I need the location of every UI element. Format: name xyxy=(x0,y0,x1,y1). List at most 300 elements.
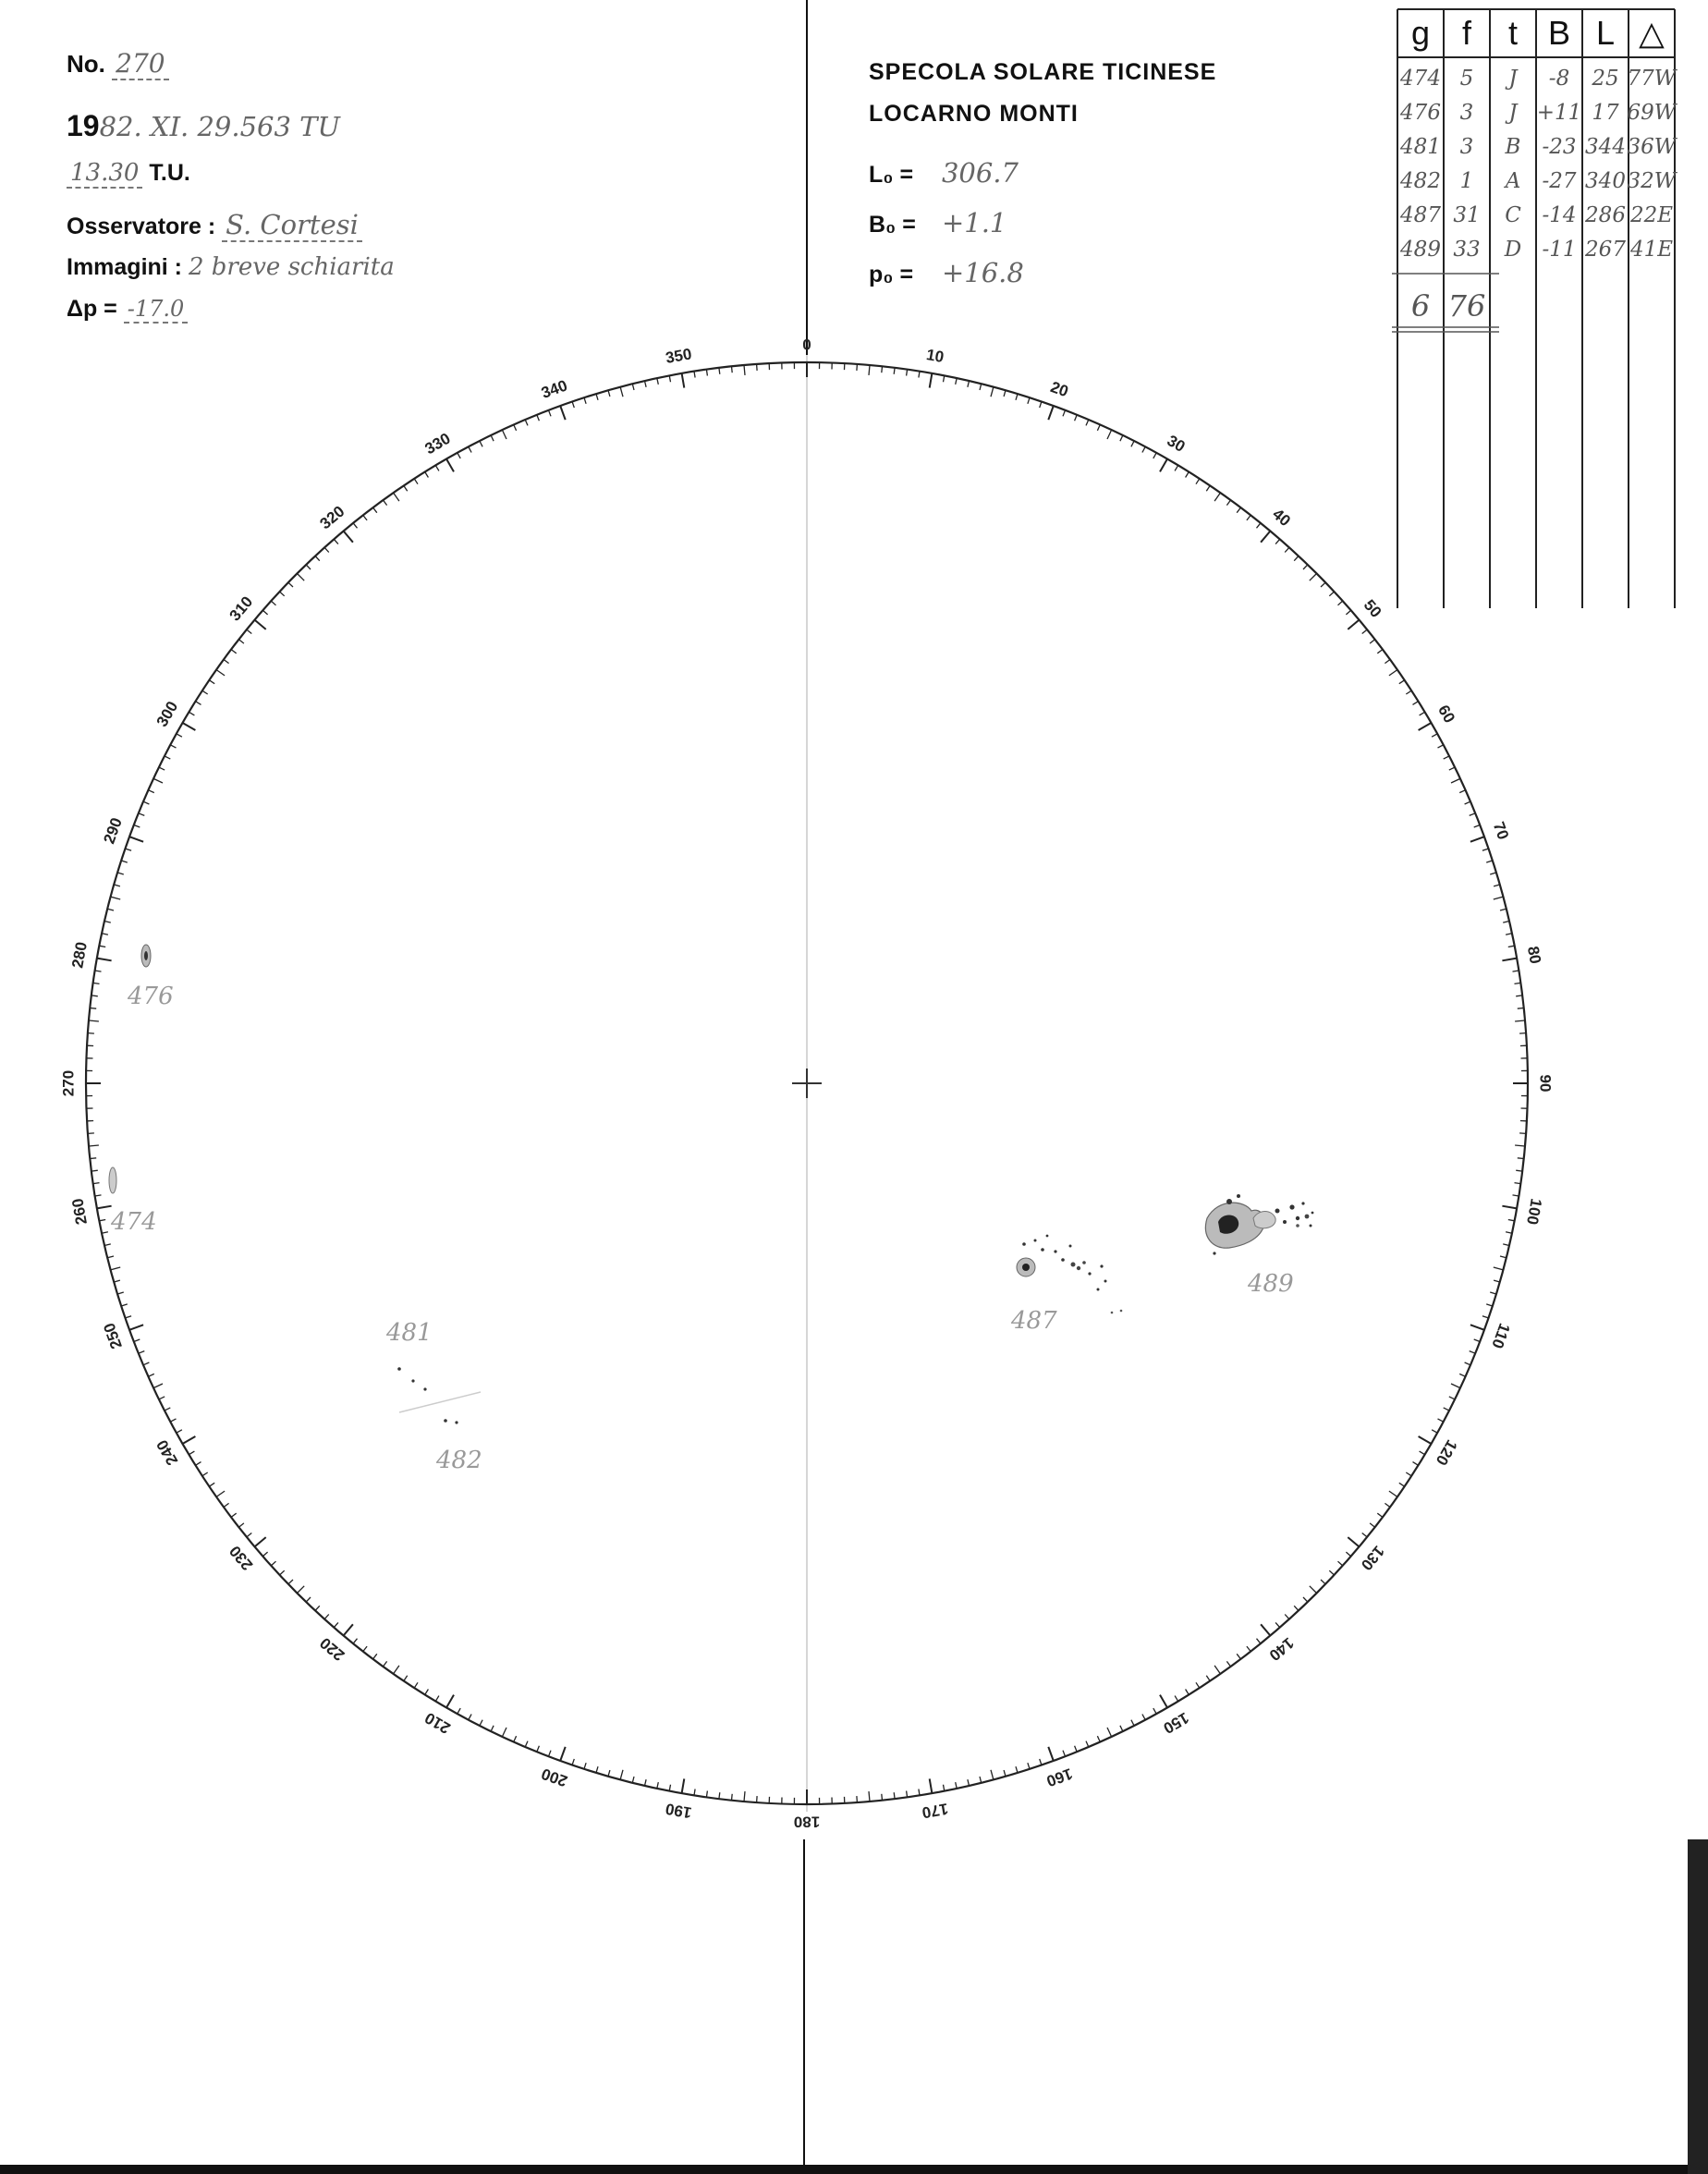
table-cell: B xyxy=(1505,135,1521,159)
degree-tick xyxy=(153,778,163,783)
degree-label-290: 290 xyxy=(100,815,126,847)
year-prefix: 19 xyxy=(67,109,100,142)
table-cell: 17 xyxy=(1592,101,1619,125)
degree-tick xyxy=(1518,1008,1524,1009)
sunspot-487-pore xyxy=(1041,1248,1044,1252)
degree-tick xyxy=(121,861,128,862)
degree-label-340: 340 xyxy=(539,376,570,402)
table-cell: 25 xyxy=(1592,67,1619,91)
degree-tick xyxy=(126,1316,132,1318)
institution-line2: LOCARNO MONTI xyxy=(869,101,1079,127)
degree-tick xyxy=(608,390,610,397)
degree-tick xyxy=(645,1779,647,1786)
degree-tick xyxy=(1120,435,1123,441)
degree-tick xyxy=(435,465,439,470)
sunspot-481-pore xyxy=(411,1379,414,1382)
degree-tick xyxy=(334,539,338,544)
observer-label: Osservatore : xyxy=(67,214,216,239)
degree-tick xyxy=(353,523,357,529)
degree-tick xyxy=(1494,897,1504,899)
degree-tick xyxy=(93,1183,100,1184)
degree-tick xyxy=(183,1436,196,1444)
degree-tick xyxy=(1465,801,1470,804)
degree-tick xyxy=(97,1206,112,1209)
sunspot-487-pore xyxy=(1071,1263,1076,1267)
degree-tick xyxy=(255,620,266,629)
degree-tick xyxy=(894,368,895,374)
degree-tick xyxy=(1413,702,1419,705)
sunspot-482-pore xyxy=(455,1421,458,1423)
group-label-476: 476 xyxy=(128,983,174,1010)
degree-tick xyxy=(1142,1715,1145,1720)
degree-tick xyxy=(1470,1325,1484,1330)
table-header-1: f xyxy=(1461,14,1472,52)
degree-tick xyxy=(1226,500,1230,506)
degree-tick xyxy=(143,1362,149,1365)
degree-tick xyxy=(148,1374,153,1376)
sunspot-487-pore xyxy=(1054,1250,1056,1252)
degree-tick xyxy=(1040,1759,1042,1765)
degree-tick xyxy=(596,1766,598,1773)
table-cell: 481 xyxy=(1400,135,1441,159)
sunspot-489-pore xyxy=(1275,1209,1280,1214)
degree-label-90: 90 xyxy=(1536,1074,1555,1093)
degree-tick xyxy=(1175,1696,1178,1702)
degree-tick xyxy=(114,885,120,886)
degree-tick xyxy=(183,723,196,730)
degree-tick xyxy=(694,1789,695,1796)
degree-tick xyxy=(657,378,659,385)
degree-tick xyxy=(238,640,244,643)
sunspot-487-pore xyxy=(1111,1312,1114,1314)
degree-tick xyxy=(1506,1232,1512,1234)
degree-tick xyxy=(1131,441,1134,446)
degree-tick xyxy=(373,1654,377,1659)
degree-tick xyxy=(1519,1033,1526,1034)
degree-label-110: 110 xyxy=(1488,1321,1514,1351)
degree-tick xyxy=(480,1720,482,1726)
degree-tick xyxy=(363,1646,367,1652)
sunspot-group-489 xyxy=(1205,1194,1313,1298)
sunspot-487-pore xyxy=(1077,1266,1080,1270)
degree-tick xyxy=(757,364,758,371)
table-cell: 286 xyxy=(1585,203,1626,227)
degree-tick xyxy=(682,1778,685,1793)
degree-tick xyxy=(1470,837,1484,842)
table-cell: -23 xyxy=(1542,135,1577,159)
degree-tick xyxy=(224,1503,229,1507)
time-hand: 13.30 xyxy=(67,159,142,189)
degree-tick xyxy=(99,946,105,947)
degree-tick xyxy=(315,556,320,561)
table-cell: 41E xyxy=(1629,238,1674,262)
degree-tick xyxy=(1420,712,1425,715)
degree-tick xyxy=(744,1791,745,1801)
sunspot-489-pore xyxy=(1301,1202,1304,1204)
degree-tick xyxy=(280,592,285,596)
degree-tick xyxy=(373,507,377,513)
table-cell: 3 xyxy=(1459,135,1474,159)
degree-tick xyxy=(1153,1708,1156,1714)
degree-label-30: 30 xyxy=(1164,432,1189,456)
degree-label-20: 20 xyxy=(1048,377,1071,401)
degree-tick xyxy=(1494,1280,1500,1282)
degree-tick xyxy=(1500,1256,1507,1258)
degree-tick xyxy=(1338,1561,1343,1566)
degree-tick xyxy=(1247,515,1250,520)
degree-tick xyxy=(353,1639,357,1644)
degree-tick xyxy=(1206,485,1210,491)
sunspot-group-482 xyxy=(435,1419,482,1474)
ephemeris-b0-label: B₀ = xyxy=(869,212,916,238)
observer-value: S. Cortesi xyxy=(222,209,362,242)
degree-tick xyxy=(514,1736,517,1741)
degree-tick xyxy=(480,441,482,446)
degree-tick xyxy=(1247,1646,1250,1652)
degree-tick xyxy=(1075,415,1078,421)
degree-tick xyxy=(238,1523,244,1527)
degree-tick xyxy=(1346,610,1350,615)
table-total-0: 6 xyxy=(1410,288,1431,324)
sunspot-group-481 xyxy=(385,1319,481,1412)
degree-tick xyxy=(134,1339,140,1342)
degree-tick xyxy=(1377,1513,1383,1517)
degree-tick xyxy=(1506,934,1512,935)
group-table xyxy=(1392,9,1678,608)
ephemeris-l0-value: 306.7 xyxy=(941,157,1019,189)
table-cell: 77W xyxy=(1627,67,1677,91)
degree-tick xyxy=(1516,1170,1522,1171)
degree-tick xyxy=(97,959,112,961)
degree-tick xyxy=(719,368,720,374)
degree-tick xyxy=(111,1267,121,1270)
degree-tick xyxy=(288,582,293,587)
degree-tick xyxy=(968,1779,970,1786)
record-number-label: No. xyxy=(67,50,105,78)
degree-tick xyxy=(126,849,132,850)
degree-tick xyxy=(1470,813,1476,816)
degree-tick xyxy=(107,909,114,910)
degree-tick xyxy=(1075,1746,1078,1753)
degree-tick xyxy=(1474,1339,1481,1342)
degree-tick xyxy=(944,1785,945,1791)
degree-tick xyxy=(1518,1158,1524,1159)
table-cell: 474 xyxy=(1400,67,1441,91)
degree-tick xyxy=(1226,1661,1230,1667)
degree-tick xyxy=(306,1597,311,1602)
degree-tick xyxy=(344,1624,353,1635)
degree-tick xyxy=(706,1791,707,1798)
degree-tick xyxy=(104,922,111,923)
degree-tick xyxy=(1196,479,1200,484)
degree-tick xyxy=(148,790,153,793)
degree-tick xyxy=(224,660,229,664)
degree-tick xyxy=(1107,430,1112,439)
sunspot-group-474 xyxy=(109,1167,157,1236)
degree-tick xyxy=(189,1451,194,1455)
sunspot-489-pore xyxy=(1312,1212,1314,1215)
degree-tick xyxy=(706,370,707,376)
images-label: Immagini : xyxy=(67,254,183,280)
degree-label-240: 240 xyxy=(152,1436,182,1469)
degree-tick xyxy=(514,424,517,430)
degree-tick xyxy=(414,1682,418,1688)
degree-tick xyxy=(632,384,634,390)
ephemeris-l0-label: L₀ = xyxy=(869,162,914,188)
degree-tick xyxy=(669,375,670,382)
degree-tick xyxy=(107,1256,114,1258)
degree-tick xyxy=(334,1622,338,1627)
table-cell: 33 xyxy=(1453,238,1481,262)
degree-tick xyxy=(404,485,408,491)
sunspot-487-pore xyxy=(1034,1240,1037,1242)
degree-tick xyxy=(1508,1220,1515,1221)
table-cell: 489 xyxy=(1400,238,1441,262)
degree-tick xyxy=(1449,767,1455,770)
sunspot-489-follower-penumbra xyxy=(1253,1212,1275,1228)
degree-tick xyxy=(1257,1639,1261,1644)
scan-edge-right xyxy=(1688,1839,1708,2174)
sunspot-489-pore xyxy=(1213,1252,1215,1254)
degree-tick xyxy=(117,873,124,874)
degree-tick xyxy=(324,547,329,552)
table-cell: 69W xyxy=(1627,101,1677,125)
degree-tick xyxy=(298,1586,305,1594)
degree-tick xyxy=(1107,1728,1112,1737)
degree-tick xyxy=(1449,1397,1455,1399)
degree-tick xyxy=(1261,531,1270,543)
degree-label-210: 210 xyxy=(421,1708,454,1738)
degree-tick xyxy=(1028,397,1030,404)
degree-tick xyxy=(1004,390,1006,397)
degree-tick xyxy=(1214,1666,1220,1674)
degree-tick xyxy=(1275,1622,1280,1627)
degree-tick xyxy=(525,1741,528,1747)
degree-tick xyxy=(620,1770,623,1780)
degree-tick xyxy=(549,1751,552,1757)
degree-tick xyxy=(102,934,108,935)
degree-tick xyxy=(1237,1654,1240,1659)
degree-label-280: 280 xyxy=(68,940,91,970)
degree-tick xyxy=(170,1419,176,1422)
degree-tick xyxy=(1160,459,1167,472)
degree-tick xyxy=(1508,946,1515,947)
degree-label-150: 150 xyxy=(1160,1708,1192,1738)
degree-tick xyxy=(1261,1624,1270,1635)
degree-tick xyxy=(88,1033,94,1034)
sunspot-489-pore xyxy=(1226,1199,1232,1204)
degree-tick xyxy=(1186,472,1190,478)
degree-tick xyxy=(525,420,528,425)
degree-tick xyxy=(1097,424,1100,430)
degree-tick xyxy=(231,1513,237,1517)
degree-tick xyxy=(1348,620,1359,629)
degree-tick xyxy=(1406,690,1411,694)
degree-tick xyxy=(1470,1351,1476,1354)
degree-tick xyxy=(394,1666,399,1674)
degree-tick xyxy=(458,1708,460,1714)
delta-p-value: -17.0 xyxy=(124,296,189,324)
table-cell: 344 xyxy=(1585,135,1626,159)
degree-tick xyxy=(632,1777,634,1783)
degree-tick xyxy=(1362,1533,1368,1537)
table-cell: 36W xyxy=(1627,135,1677,159)
degree-tick xyxy=(1385,1503,1390,1507)
degree-tick xyxy=(271,1561,275,1566)
degree-tick xyxy=(1419,1436,1432,1444)
degree-label-40: 40 xyxy=(1269,505,1294,531)
degree-tick xyxy=(682,373,685,388)
degree-tick xyxy=(202,1472,208,1476)
degree-tick xyxy=(262,1552,267,1557)
degree-tick xyxy=(1519,1133,1526,1134)
sunspot-487-leader-umbra xyxy=(1022,1264,1030,1271)
degree-tick xyxy=(584,397,586,404)
degree-tick xyxy=(694,372,695,378)
degree-label-350: 350 xyxy=(664,345,693,367)
degree-tick xyxy=(1160,1695,1167,1708)
group-label-482: 482 xyxy=(436,1447,482,1474)
sunspot-487-pore xyxy=(1069,1245,1072,1248)
degree-tick xyxy=(1438,1419,1444,1422)
degree-tick xyxy=(572,1759,574,1765)
degree-tick xyxy=(732,366,733,373)
group-label-487: 487 xyxy=(1011,1307,1057,1335)
degree-tick xyxy=(189,712,194,715)
degree-tick xyxy=(102,1232,108,1234)
degree-tick xyxy=(1482,849,1489,850)
degree-tick xyxy=(104,1244,111,1246)
delta-p-label: Δp = xyxy=(67,296,117,322)
degree-tick xyxy=(384,500,387,506)
degree-tick xyxy=(196,1462,201,1466)
degree-tick xyxy=(159,1397,165,1399)
degree-label-180: 180 xyxy=(793,1813,821,1831)
table-cell: J xyxy=(1508,101,1518,125)
degree-tick xyxy=(1459,1374,1465,1376)
degree-tick xyxy=(216,670,225,676)
degree-tick xyxy=(968,381,970,387)
degree-tick xyxy=(1285,547,1289,552)
table-cell: 5 xyxy=(1459,67,1474,91)
degree-tick xyxy=(882,1794,883,1801)
degree-tick xyxy=(1420,1451,1425,1455)
degree-tick xyxy=(394,493,399,501)
degree-tick xyxy=(744,365,745,375)
degree-tick xyxy=(1237,507,1240,513)
degree-tick xyxy=(1196,1682,1200,1688)
sunspot-489-pore xyxy=(1310,1225,1312,1227)
degree-tick xyxy=(1348,1537,1359,1546)
sunspot-487-pore xyxy=(1100,1264,1103,1267)
degree-tick xyxy=(159,767,165,770)
degree-tick xyxy=(502,1728,506,1737)
sunspot-487-pore xyxy=(1046,1235,1049,1238)
degree-tick xyxy=(458,453,460,458)
degree-tick xyxy=(139,813,145,816)
degree-tick xyxy=(1303,565,1308,569)
degree-tick xyxy=(757,1796,758,1802)
degree-tick xyxy=(435,1696,439,1702)
table-cell: 482 xyxy=(1400,169,1441,193)
degree-tick xyxy=(1494,885,1500,886)
table-cell: +11 xyxy=(1536,101,1582,125)
degree-tick xyxy=(560,406,566,420)
degree-tick xyxy=(165,1408,170,1411)
degree-tick xyxy=(1063,1751,1066,1757)
degree-label-130: 130 xyxy=(1357,1542,1388,1574)
degree-tick xyxy=(944,375,945,382)
sunspot-487-pore xyxy=(1120,1310,1123,1313)
degree-tick xyxy=(1486,861,1493,862)
ephemeris-p0-value: +16.8 xyxy=(941,257,1024,288)
degree-tick xyxy=(491,435,494,441)
degree-tick xyxy=(669,1785,670,1791)
degree-tick xyxy=(114,1280,120,1282)
degree-tick xyxy=(177,734,182,737)
degree-tick xyxy=(1513,1195,1519,1196)
institution-line1: SPECOLA SOLARE TICINESE xyxy=(869,59,1217,85)
degree-tick xyxy=(1063,410,1066,417)
degree-tick xyxy=(1474,825,1481,828)
degree-label-300: 300 xyxy=(152,698,182,730)
degree-label-100: 100 xyxy=(1523,1197,1545,1227)
degree-tick xyxy=(584,1763,586,1769)
table-cell: 340 xyxy=(1585,169,1626,193)
degree-tick xyxy=(1321,582,1325,587)
degree-tick xyxy=(1406,1472,1411,1476)
degree-label-170: 170 xyxy=(921,1800,950,1822)
degree-tick xyxy=(262,610,267,615)
table-cell: -11 xyxy=(1542,238,1577,262)
table-cell: D xyxy=(1504,238,1522,262)
degree-tick xyxy=(247,1533,252,1537)
degree-tick xyxy=(288,1580,293,1584)
degree-tick xyxy=(1362,629,1368,633)
degree-tick xyxy=(1399,1483,1405,1486)
degree-tick xyxy=(1444,1408,1449,1411)
degree-tick xyxy=(549,410,552,417)
degree-tick xyxy=(1048,406,1054,420)
images-value: 2 breve schiarita xyxy=(188,253,395,281)
table-cell: 32W xyxy=(1627,169,1677,193)
degree-tick xyxy=(1321,1580,1325,1584)
sunspot-487-pore xyxy=(1088,1272,1091,1275)
degree-tick xyxy=(1257,523,1261,529)
degree-tick xyxy=(1438,745,1444,748)
sunspot-489-pore xyxy=(1237,1194,1240,1198)
degree-tick xyxy=(1490,873,1496,874)
ephemeris-b0-value: +1.1 xyxy=(941,207,1007,238)
degree-tick xyxy=(404,1676,408,1681)
degree-label-80: 80 xyxy=(1523,945,1544,966)
degree-tick xyxy=(645,381,647,387)
degree-tick xyxy=(196,702,201,705)
scan-edge-bottom xyxy=(0,2165,1708,2174)
degree-tick xyxy=(1482,1316,1489,1318)
degree-label-220: 220 xyxy=(316,1633,348,1665)
degree-tick xyxy=(1515,1145,1525,1146)
degree-tick xyxy=(165,756,170,759)
degree-tick xyxy=(1310,574,1317,581)
sunspot-489-pore xyxy=(1296,1224,1299,1227)
degree-tick xyxy=(1303,1597,1308,1602)
table-header-3: B xyxy=(1547,14,1571,52)
degree-tick xyxy=(991,1770,994,1780)
sunspot-487-pore xyxy=(1061,1258,1065,1262)
degree-tick xyxy=(344,531,353,543)
degree-tick xyxy=(719,1792,720,1799)
